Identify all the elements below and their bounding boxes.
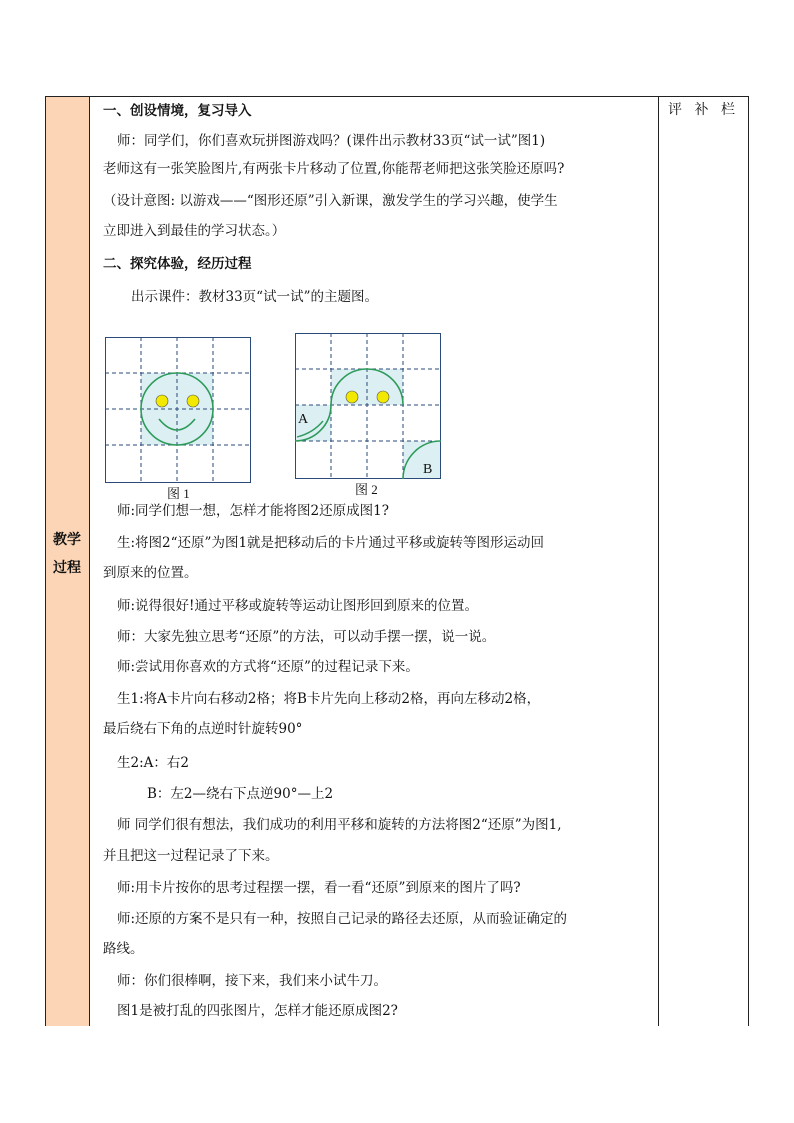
figure-1-grid: [105, 337, 251, 483]
figures: [103, 335, 463, 503]
paragraph: 生2:A：右2: [117, 755, 189, 771]
smiley-eye: [377, 391, 389, 403]
paragraph: 立即进入到最佳的学习状态。）: [103, 223, 286, 239]
paragraph: 老师这有一张笑脸图片,有两张卡片移动了位置,你能帮老师把这张笑脸还原吗?: [103, 161, 565, 177]
paragraph: 师：你们很棒啊，接下来，我们来小试牛刀。: [117, 973, 387, 989]
paragraph: 师：大家先独立思考“还原”的方法，可以动手摆一摆，说一说。: [117, 629, 496, 645]
figure-2-grid: [295, 333, 441, 479]
side-label: [45, 526, 89, 582]
card-a-label: A: [298, 412, 309, 427]
paragraph: 师:尝试用你喜欢的方式将“还原”的过程记录下来。: [117, 659, 419, 675]
paragraph: 生1:将A卡片向右移动2格；将B卡片先向上移动2格，再向左移动2格，: [117, 691, 541, 707]
side-label-line: 过程: [53, 560, 81, 576]
paragraph: 师:说得很好!通过平移或旋转等运动让图形回到原来的位置。: [117, 598, 478, 614]
paragraph: B：左2—绕右下点逆90°—上2: [147, 786, 334, 802]
smiley-eye: [187, 395, 199, 407]
paragraph: 路线。: [103, 941, 144, 957]
paragraph: 图1是被打乱的四张图片，怎样才能还原成图2?: [117, 1003, 398, 1019]
section-title: 二、探究体验，经历过程: [103, 256, 252, 272]
table-divider: [89, 96, 90, 1026]
paragraph: 出示课件：教材33页“试一试”的主题图。: [131, 289, 378, 305]
paragraph: 师：同学们，你们喜欢玩拼图游戏吗？(课件出示教材33页“试一试”图1): [117, 133, 546, 149]
section-title: 一、创设情境，复习导入: [103, 103, 252, 119]
lesson-table: [45, 96, 749, 1026]
paragraph: 师 同学们很有想法，我们成功的利用平移和旋转的方法将图2“还原”为图1,: [117, 817, 562, 833]
figure-2-caption: 图 2: [355, 482, 378, 497]
smiley-eye: [156, 395, 168, 407]
paragraph: 最后绕右下角的点逆时针旋转90°: [103, 721, 303, 737]
paragraph: 师:用卡片按你的思考过程摆一摆，看一看“还原”到原来的图片了吗?: [117, 880, 521, 896]
paragraph: 到原来的位置。: [103, 565, 198, 581]
card-b-label: B: [423, 462, 433, 477]
table-border-right: [748, 96, 749, 1026]
paragraph: 师:同学们想一想，怎样才能将图2还原成图1?: [117, 503, 389, 519]
paragraph: 师:还原的方案不是只有一种，按照自己记录的路径去还原，从而验证确定的: [117, 911, 568, 927]
paragraph: 并且把这一过程记录了下来。: [103, 848, 279, 864]
notes-column-header: 评 补 栏: [668, 102, 739, 118]
paragraph: （设计意图: 以游戏——“图形还原”引入新课，激发学生的学习兴趣，使学生: [103, 193, 558, 209]
table-divider: [658, 96, 659, 1026]
figure-1-caption: 图 1: [167, 486, 190, 501]
side-label-line: 教学: [53, 532, 81, 548]
paragraph: 生:将图2“还原”为图1就是把移动后的卡片通过平移或旋转等图形运动回: [117, 535, 545, 551]
smiley-eye: [346, 391, 358, 403]
